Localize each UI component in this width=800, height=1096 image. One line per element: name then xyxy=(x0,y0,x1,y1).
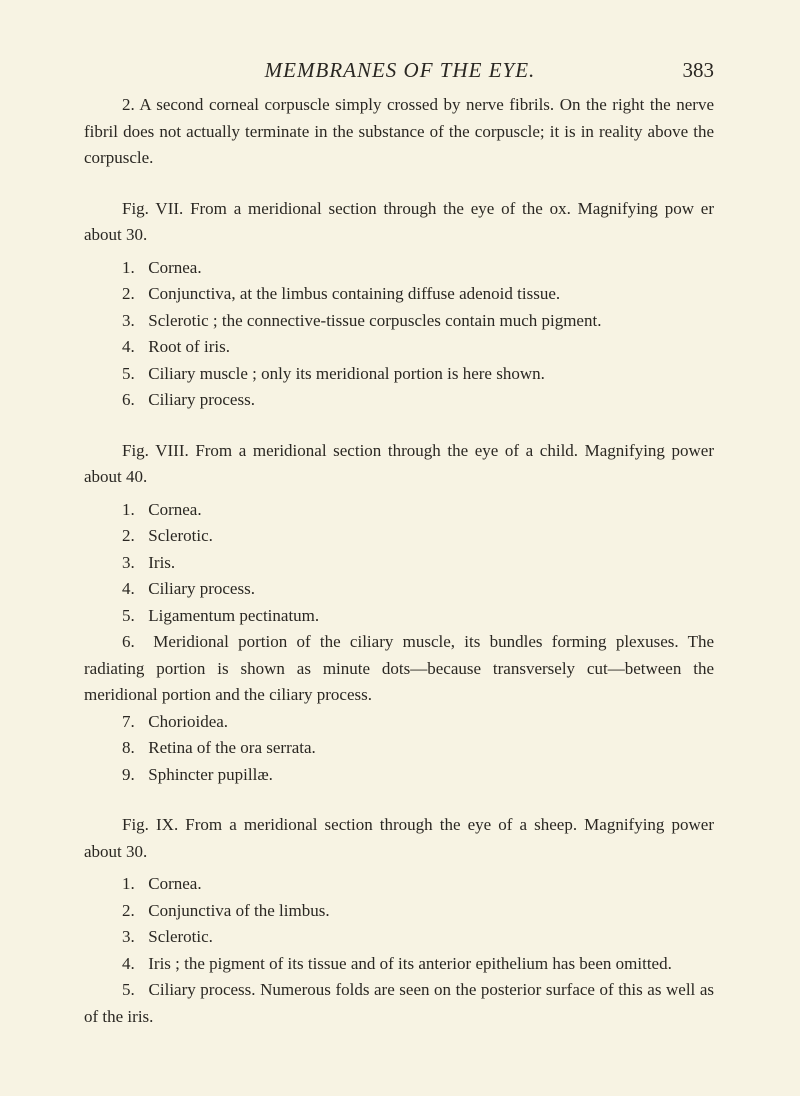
fig8-legend xyxy=(84,497,714,789)
legend-item: 1. Cornea. xyxy=(122,257,202,277)
legend-item: 6. Meridional portion of the ciliary muscle, its bundles forming plexuses. The radiating portion is shown as minute dots—because transversely cut—between the meridional portion and the ciliary process. xyxy=(84,632,715,704)
legend-item: 4. Ciliary process. xyxy=(122,579,255,598)
legend-item: 5. Ciliary process. Numerous folds are seen on the posterior surface of this as well as of the iris. xyxy=(84,980,714,1026)
fig7-caption: Fig. VII. From a meridional section through the eye of the ox. Magnifying pow er about 30. xyxy=(84,198,714,244)
legend-item: 2. Sclerotic. xyxy=(122,526,213,545)
fig7-legend xyxy=(84,255,714,414)
legend-item: 2. Conjunctiva of the limbus. xyxy=(122,900,330,920)
running-title: MEMBRANES OF THE EYE. xyxy=(264,58,536,82)
fig8-caption: Fig. VIII. From a meridional section through the eye of a child. Magnifying power about 40. xyxy=(84,440,714,486)
fig9-caption: Fig. IX. From a meridional section through the eye of a sheep. Magnifying power about 30. xyxy=(84,815,714,861)
legend-item: 8. Retina of the ora serrata. xyxy=(122,738,316,757)
legend-item: 5. Ligamentum pectinatum. xyxy=(122,605,320,625)
intro-paragraph: 2. A second corneal corpuscle simply crossed by nerve fibrils. On the right the nerve fibril does not actually terminate in the substance of the corpuscle; it is in reality above the corpuscle. xyxy=(84,95,714,167)
legend-item: 1. Cornea. xyxy=(122,499,202,519)
page-header xyxy=(0,52,800,86)
legend-item: 4. Iris ; the pigment of its tissue and of its anterior epithelium has been omitted. xyxy=(122,953,672,973)
legend-item: 1. Cornea. xyxy=(122,874,202,893)
legend-item: 4. Root of iris. xyxy=(122,337,230,356)
body-text xyxy=(84,92,714,1030)
legend-item: 3. Sclerotic. xyxy=(122,927,213,946)
legend-item: 5. Ciliary muscle ; only its meridional portion is here shown. xyxy=(122,363,545,383)
legend-item: 3. Sclerotic ; the connective-tissue corpuscles contain much pigment. xyxy=(122,310,602,330)
legend-item: 2. Conjunctiva, at the limbus containing diffuse adenoid tissue. xyxy=(122,284,561,303)
legend-item: 6. Ciliary process. xyxy=(122,390,255,409)
fig9-legend xyxy=(84,871,714,1030)
page-number: 383 xyxy=(682,58,714,82)
legend-item: 7. Chorioidea. xyxy=(122,711,229,731)
legend-item: 3. Iris. xyxy=(122,552,176,572)
legend-item: 9. Sphincter pupillæ. xyxy=(122,764,273,784)
